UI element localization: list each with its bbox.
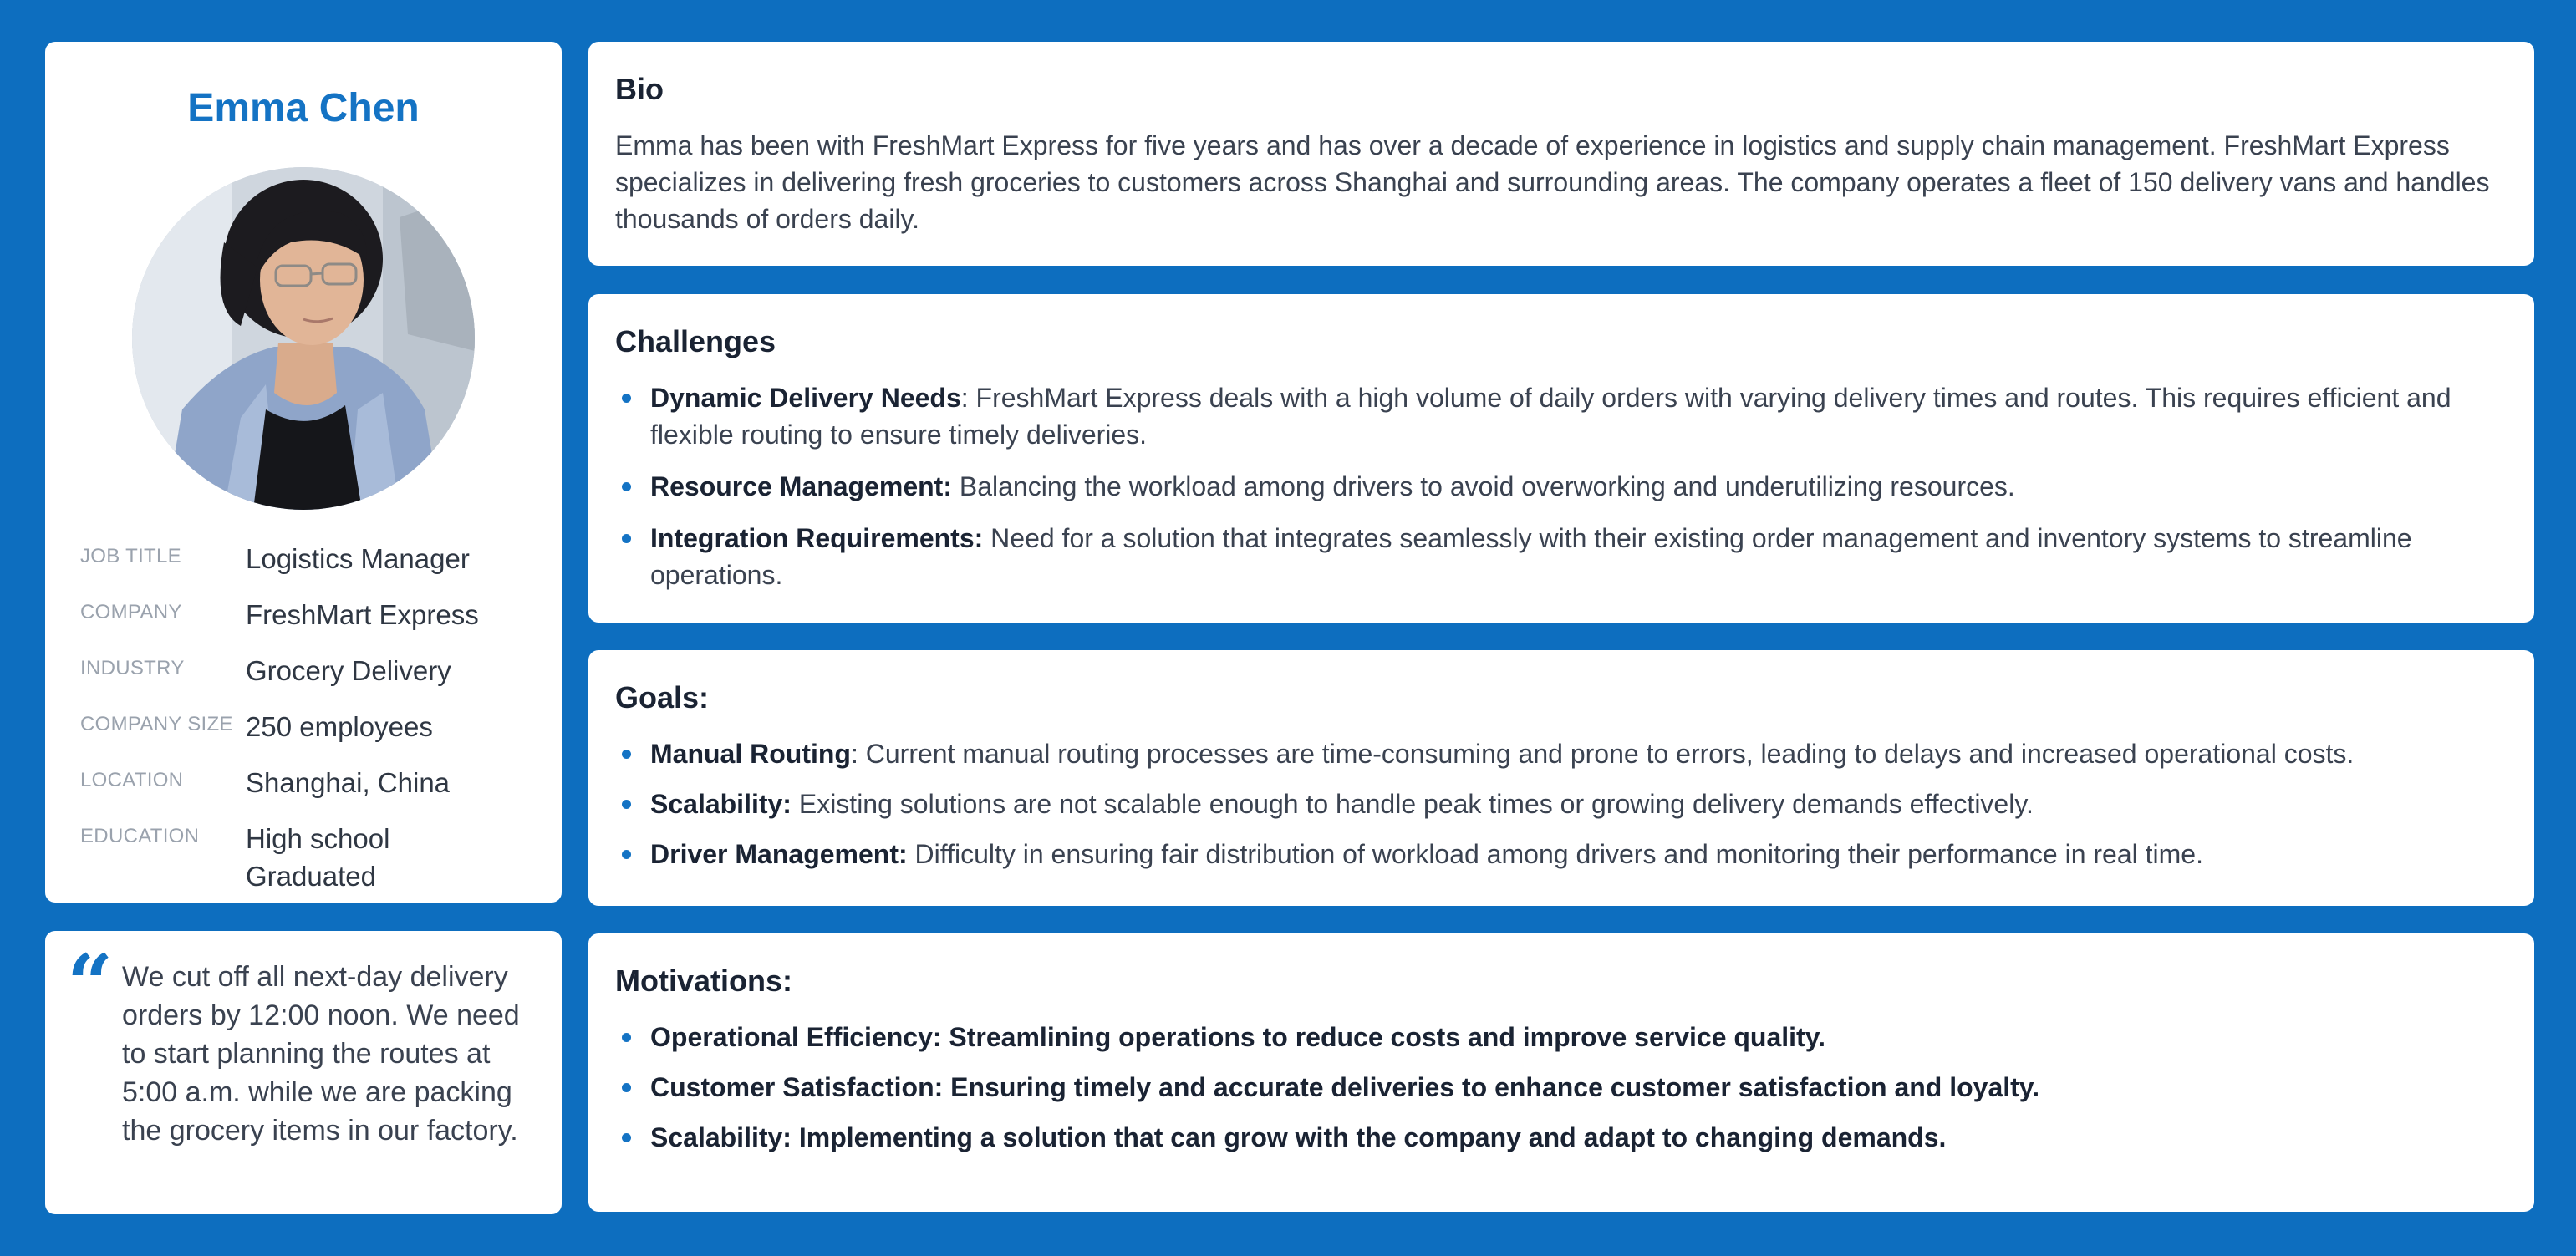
list-item — [615, 1069, 2507, 1106]
item-title: Scalability: — [650, 789, 792, 819]
avatar — [132, 167, 475, 510]
fact-company — [80, 596, 548, 633]
list-item — [615, 1019, 2507, 1055]
list-item — [615, 1119, 2507, 1156]
item-title: Driver Management: — [650, 839, 908, 869]
item-title: Manual Routing — [650, 739, 851, 769]
fact-value: Grocery Delivery — [246, 655, 451, 686]
profile-card — [45, 42, 562, 903]
list-item — [615, 379, 2507, 453]
item-text: Difficulty in ensuring fair distribution of workload among drivers and monitoring their performance in real time. — [907, 839, 2203, 869]
persona-name: Emma Chen — [187, 86, 420, 130]
bio-text: Emma has been with FreshMart Express for five years and has over a decade of experience in logistics and supply chain management. FreshMart Express specializes in delivering fresh groceries to customers across Shanghai and surrounding areas. The company operates a fleet of 150 delivery vans and handles thousands of orders daily. — [615, 130, 2490, 234]
goals-title: Goals: — [615, 680, 710, 714]
item-text: Need for a solution that integrates seamlessly with their existing order management and inventory systems to streamline operations. — [650, 523, 2412, 590]
quote-card — [45, 931, 562, 1214]
fact-value: 250 employees — [246, 711, 433, 742]
list-item — [615, 468, 2507, 505]
item-title: Dynamic Delivery Needs — [650, 383, 961, 413]
list-item — [615, 786, 2507, 822]
list-item — [615, 520, 2507, 593]
fact-label: EDUCATION — [80, 825, 200, 847]
fact-value: Shanghai, China — [246, 767, 451, 798]
fact-value: High school Graduated — [246, 823, 390, 892]
item-text: : Current manual routing processes are time-consuming and prone to errors, leading to delays and increased operational costs. — [850, 739, 2355, 769]
item-text: Balancing the workload among drivers to avoid overworking and underutilizing resources. — [951, 471, 2015, 501]
fact-value: Logistics Manager — [246, 543, 470, 574]
fact-education — [80, 820, 548, 895]
fact-value: FreshMart Express — [246, 599, 479, 630]
item-text: : FreshMart Express deals with a high volume of daily orders with varying delivery times and routes. This requires efficient and flexible routing to ensure timely deliveries. — [650, 383, 2451, 450]
list-item — [615, 836, 2507, 872]
fact-label: INDUSTRY — [80, 657, 185, 679]
fact-location — [80, 764, 548, 801]
fact-label: COMPANY — [80, 601, 182, 623]
item-title: Integration Requirements: — [650, 523, 984, 553]
challenges-title: Challenges — [615, 324, 776, 358]
motivations-card — [588, 933, 2534, 1212]
bio-card — [588, 42, 2534, 266]
fact-label: COMPANY SIZE — [80, 713, 233, 735]
quote-text: We cut off all next-day delivery orders by 12:00 noon. We need to start planning the routes at 5:00 a.m. while we are packing the grocery items in our factory. — [122, 961, 520, 1147]
item-title: Resource Management: — [650, 471, 952, 501]
fact-label: LOCATION — [80, 769, 184, 791]
goals-list — [615, 735, 2507, 872]
fact-label: JOB TITLE — [80, 545, 181, 567]
motivations-list — [615, 1019, 2507, 1156]
item-text: Existing solutions are not scalable enough to handle peak times or growing delivery demands effectively. — [791, 789, 2034, 819]
item-text: Scalability: Implementing a solution that can grow with the company and adapt to changing demands. — [650, 1122, 1947, 1152]
item-text: Customer Satisfaction: Ensuring timely and accurate deliveries to enhance customer satisfaction and loyalty. — [650, 1072, 2040, 1102]
quote-icon: “ — [67, 937, 114, 1031]
challenges-list — [615, 379, 2507, 593]
challenges-card — [588, 294, 2534, 623]
fact-industry — [80, 652, 548, 689]
bio-title: Bio — [615, 72, 664, 106]
fact-job-title — [80, 540, 548, 577]
goals-card — [588, 650, 2534, 906]
fact-company-size — [80, 708, 548, 745]
motivations-title: Motivations: — [615, 964, 792, 998]
item-text: Operational Efficiency: Streamlining operations to reduce costs and improve service quality. — [650, 1022, 1826, 1052]
list-item — [615, 735, 2507, 772]
profile-facts — [80, 540, 548, 913]
